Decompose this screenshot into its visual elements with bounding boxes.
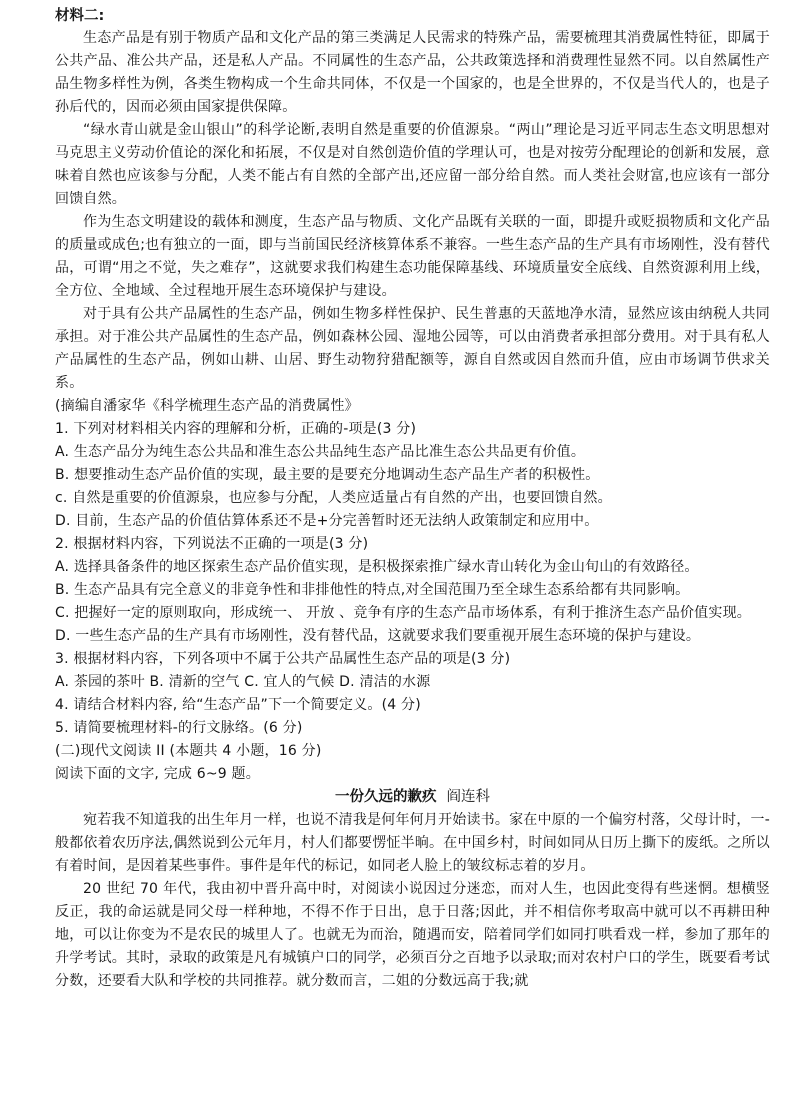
- question-2-option-a: A. 选择具备条件的地区探索生态产品价值实现，是积极探索推广绿水青山转化为金山旬山的有效路径。: [55, 559, 699, 575]
- question-4: 4. 请结合材料内容, 给“生态产品”下一个简要定义。(4 分): [55, 697, 421, 713]
- section-two-heading: (二)现代文阅读 II (本题共 4 小题，16 分): [55, 743, 322, 759]
- section-two-instruction: 阅读下面的文字, 完成 6~9 题。: [55, 766, 260, 782]
- question-2-option-c: C. 把握好一定的原则取向，形成统一、 开放 、竞争有序的生态产品市场体系，有利于推济生态产品价值实现。: [55, 605, 751, 621]
- question-1-option-c: c. 自然是重要的价值源泉，也应参与分配，人类应适量占有自然的产出，也要回馈自然。: [55, 490, 612, 506]
- article-paragraph-1: 宛若我不知道我的出生年月一样，也说不清我是何年何月开始读书。家在中原的一个偏穷村落，父母计时，一-般都依着农历序法,偶然说到公元年月，村人们都要愣怔半晌。在中国乡村，时间如同从日历上撕下的废纸。之所以有着时间，是因着某些事件。事件是年代的标记，如同老人脸上的皱纹标志着的岁月。: [55, 812, 770, 874]
- article-author: 阎连科: [446, 789, 490, 805]
- question-3: 3. 根据材料内容，下列各项中不属于公共产品属性生态产品的项是(3 分): [55, 651, 511, 667]
- question-1: 1. 下列对材料相关内容的理解和分析，正确的-项是(3 分): [55, 421, 417, 437]
- material-two-heading: 材料二:: [55, 8, 105, 24]
- question-1-option-d: D. 目前，生态产品的价值估算体系还不是+分完善暂时还无法纳人政策制定和应用中。: [55, 513, 599, 529]
- question-5: 5. 请简要梳理材料-的行文脉络。(6 分): [55, 720, 303, 736]
- material-paragraph-2: “绿水青山就是金山银山”的科学论断,表明自然是重要的价值源泉。“两山”理论是习近平同志生态文明思想对马克思主义劳动价值论的深化和拓展，不仅是对自然创造价值的学理认可，也是对按劳分配理论的创新和发展，意味着自然也应该参与分配，人类不能占有自然的全部产出,还应留一部分给自然。而人类社会财富,也应该有一部分回馈自然。: [55, 122, 770, 207]
- article-title: [55, 786, 770, 809]
- question-1-option-a: A. 生态产品分为纯生态公共品和准生态公共品纯生态产品比准生态公共品更有价值。: [55, 444, 586, 460]
- question-2: 2. 根据材料内容，下列说法不正确的一项是(3 分): [55, 536, 369, 552]
- article-title-text: 一份久远的歉疚: [335, 789, 437, 805]
- material-source: (摘编自潘家华《科学梳理生态产品的消费属性》: [55, 398, 359, 414]
- question-2-option-b: B. 生态产品具有完全意义的非竟争性和非排他性的特点,对全国范围乃至全球生态系给都有共同影响。: [55, 582, 690, 598]
- material-paragraph-3: 作为生态文明建设的载体和测度，生态产品与物质、文化产品既有关联的一面，即提升或贬损物质和文化产品的质量或成色;也有独立的一面，即与当前国民经济核算体系不兼容。一些生态产品的生产具有市场刚性，没有替代品，可谓“用之不觉，失之难存”，这就要求我们构建生态功能保障基线、环境质量安全底线、自然资源利用上线，全方位、全地域、全过程地开展生态环境保护与建设。: [55, 214, 770, 299]
- question-3-options: A. 茶园的茶叶 B. 清新的空气 C. 宜人的气候 D. 清洁的水源: [55, 674, 431, 690]
- document-page: [55, 6, 770, 993]
- material-paragraph-4: 对于具有公共产品属性的生态产品，例如生物多样性保护、民生普惠的天蓝地净水清，显然应该由纳税人共同承担。对于准公共产品属性的生态产品，例如森林公园、湿地公园等，可以由消费者承担部分费用。对于具有私人产品属性的生态产品，例如山耕、山居、野生动物狩猎配额等，源自自然或因自然而升值，应由市场调节供求关系。: [55, 306, 770, 391]
- article-paragraph-2: 20 世纪 70 年代，我由初中晋升高中时，对阅读小说因过分迷恋，而对人生，也因此变得有些迷惘。想横竖反正，我的命运就是同父母一样种地，不得不作于日出，息于日落;因此，并不相信你考取高中就可以不再耕田种地，可以让你变为不是农民的城里人了。也就无为而治，随遇而安，陪着同学们如同打哄看戏一样，参加了那年的升学考试。其时，录取的政策是凡有城镇户口的同学，必须百分之百地予以录取;而对农村户口的学生，既要看考试分数，还要看大队和学校的共同推荐。就分数而言，二姐的分数远高于我;就: [55, 881, 770, 989]
- material-paragraph-1: 生态产品是有别于物质产品和文化产品的第三类满足人民需求的特殊产品，需要梳理其消费属性特征，即属于公共产品、准公共产品，还是私人产品。不同属性的生态产品，公共政策选择和消费理性显然不同。以自然属性产品生物多样性为例，各类生物构成一个生命共同体，不仅是一个国家的，也是全世界的，不仅是当代人的，也是子孙后代的，因而必须由国家提供保障。: [55, 30, 770, 115]
- question-2-option-d: D. 一些生态产品的生产具有市场刚性，没有替代品，这就要求我们要重视开展生态环境的保护与建设。: [55, 628, 701, 644]
- question-1-option-b: B. 想要推动生态产品价值的实现，最主要的是要充分地调动生态产品生产者的积极性。: [55, 467, 600, 483]
